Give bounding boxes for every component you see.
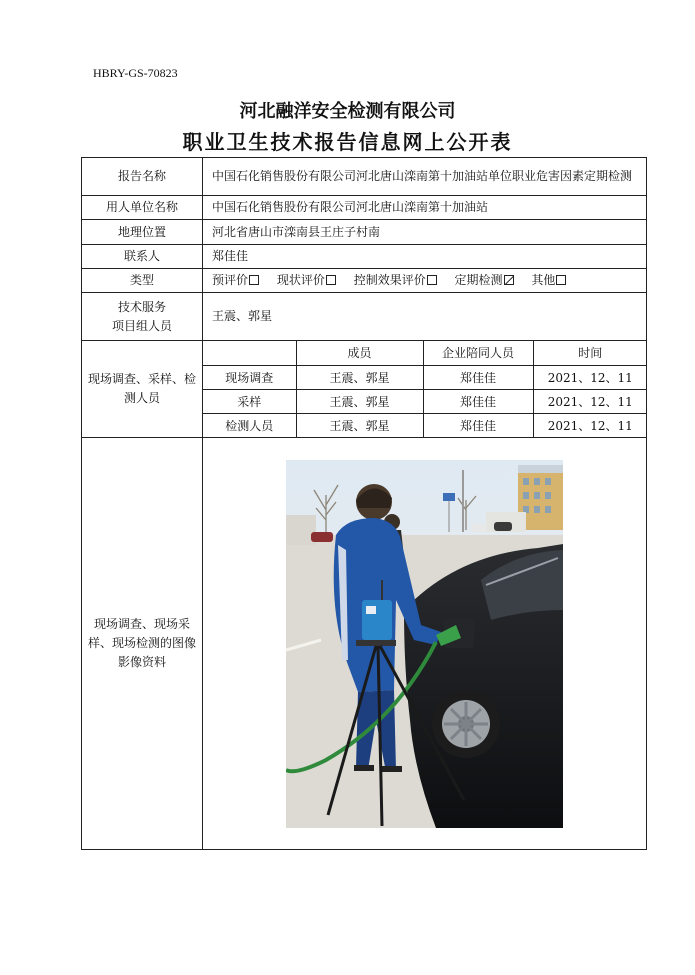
contact-row [82, 245, 647, 269]
report-name-value: 中国石化销售股份有限公司河北唐山滦南第十加油站单位职业危害因素定期检测 [203, 158, 647, 196]
contact-label: 联系人 [82, 245, 203, 269]
report-name-label: 报告名称 [82, 158, 203, 196]
table-row: 现场调查 王震、郭星 郑佳佳 2021、12、11 [203, 365, 647, 389]
type-option-periodic-testing: 定期检测 [455, 273, 514, 287]
type-option-status-evaluation: 现状评价 [277, 273, 336, 287]
field-staff-table [203, 341, 647, 437]
field-staff-header [203, 341, 647, 365]
employer-row [82, 196, 647, 220]
contact-value: 郑佳佳 [203, 245, 647, 269]
employer-value: 中国石化销售股份有限公司河北唐山滦南第十加油站 [203, 196, 647, 220]
employer-label: 用人单位名称 [82, 196, 203, 220]
checkbox-icon [326, 275, 336, 285]
type-label: 类型 [82, 269, 203, 293]
companion-header: 企业陪同人员 [423, 341, 533, 365]
report-name-row [82, 158, 647, 196]
checkbox-icon [556, 275, 566, 285]
images-label: 现场调查、现场采样、现场检测的图像影像资料 [82, 438, 203, 850]
site-testing-photo [286, 460, 563, 828]
team-value: 王震、郭星 [203, 293, 647, 341]
type-options [203, 269, 647, 293]
field-staff-row [82, 341, 647, 438]
images-row [82, 438, 647, 850]
team-label: 技术服务 项目组人员 [82, 293, 203, 341]
date-header: 时间 [533, 341, 647, 365]
type-option-pre-evaluation: 预评价 [212, 273, 259, 287]
checkbox-icon [249, 275, 259, 285]
members-header: 成员 [296, 341, 423, 365]
location-row [82, 220, 647, 245]
location-value: 河北省唐山市滦南县王庄子村南 [203, 220, 647, 245]
company-name: 河北融洋安全检测有限公司 [239, 101, 456, 122]
type-option-control-evaluation: 控制效果评价 [354, 273, 437, 287]
table-row: 检测人员 王震、郭星 郑佳佳 2021、12、11 [203, 413, 647, 437]
checked-checkbox-icon [504, 275, 514, 285]
checkbox-icon [427, 275, 437, 285]
table-row: 采样 王震、郭星 郑佳佳 2021、12、11 [203, 389, 647, 413]
field-staff-label: 现场调查、采样、检测人员 [82, 341, 203, 438]
location-label: 地理位置 [82, 220, 203, 245]
type-row [82, 269, 647, 293]
page-title: 职业卫生技术报告信息网上公开表 [182, 130, 513, 154]
type-option-other: 其他 [531, 273, 566, 287]
team-row [82, 293, 647, 341]
disclosure-table [81, 157, 647, 850]
document-code: HBRY-GS-70823 [93, 66, 178, 80]
